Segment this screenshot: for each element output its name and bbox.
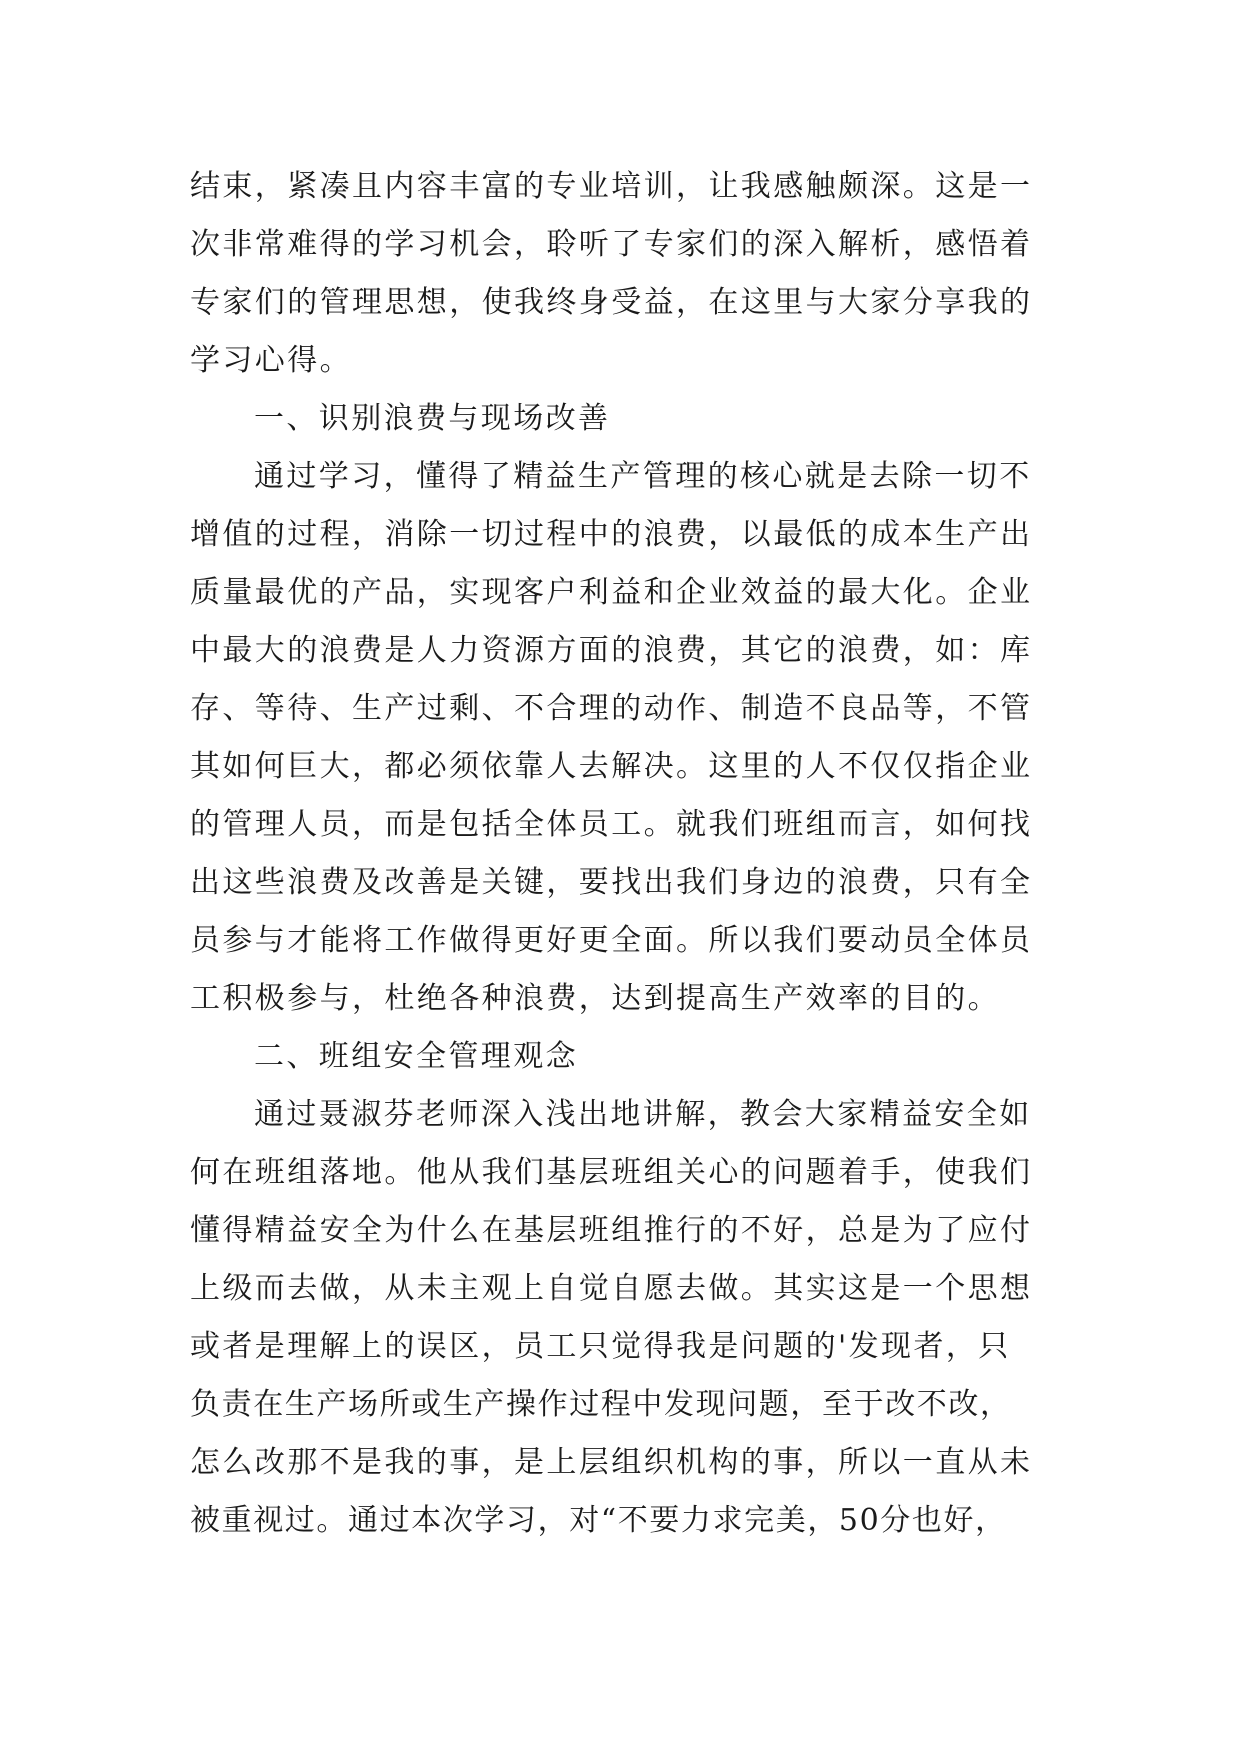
body-line-2: 次非常难得的学习机会，聆听了专家们的深入解析，感悟着 bbox=[190, 227, 1033, 262]
section-heading-2: 二、班组安全管理观念 bbox=[254, 1039, 578, 1074]
body-line-15: 工积极参与，杜绝各种浪费，达到提高生产效率的目的。 bbox=[190, 981, 1000, 1016]
body-line-20: 上级而去做，从未主观上自觉自愿去做。其实这是一个思想 bbox=[190, 1271, 1033, 1306]
body-line-14: 员参与才能将工作做得更好更全面。所以我们要动员全体员 bbox=[190, 923, 1033, 958]
body-line-17: 通过聂淑芬老师深入浅出地讲解，教会大家精益安全如 bbox=[254, 1097, 1032, 1132]
body-line-22: 负责在生产场所或生产操作过程中发现问题，至于改不改， bbox=[190, 1387, 1012, 1422]
body-line-13: 出这些浪费及改善是关键，要找出我们身边的浪费，只有全 bbox=[190, 865, 1033, 900]
body-line-7: 增值的过程，消除一切过程中的浪费，以最低的成本生产出 bbox=[190, 517, 1033, 552]
body-line-24: 被重视过。通过本次学习，对“不要力求完美，50分也好， bbox=[190, 1503, 1007, 1538]
body-line-12: 的管理人员，而是包括全体员工。就我们班组而言，如何找 bbox=[190, 807, 1033, 842]
body-line-10: 存、等待、生产过剩、不合理的动作、制造不良品等，不管 bbox=[190, 691, 1033, 726]
body-line-19: 懂得精益安全为什么在基层班组推行的不好，总是为了应付 bbox=[190, 1213, 1033, 1248]
body-line-8: 质量最优的产品，实现客户利益和企业效益的最大化。企业 bbox=[190, 575, 1033, 610]
document-body bbox=[190, 158, 1050, 1550]
body-line-9: 中最大的浪费是人力资源方面的浪费，其它的浪费，如：库 bbox=[190, 633, 1033, 668]
body-line-21: 或者是理解上的误区，员工只觉得我是问题的'发现者，只 bbox=[190, 1329, 1011, 1364]
body-line-18: 何在班组落地。他从我们基层班组关心的问题着手，使我们 bbox=[190, 1155, 1033, 1190]
body-line-11: 其如何巨大，都必须依靠人去解决。这里的人不仅仅指企业 bbox=[190, 749, 1033, 784]
body-line-23: 怎么改那不是我的事，是上层组织机构的事，所以一直从未 bbox=[190, 1445, 1033, 1480]
body-line-4: 学习心得。 bbox=[190, 343, 352, 378]
body-line-3: 专家们的管理思想，使我终身受益，在这里与大家分享我的 bbox=[190, 285, 1033, 320]
section-heading-1: 一、识别浪费与现场改善 bbox=[254, 401, 611, 436]
body-line-6: 通过学习，懂得了精益生产管理的核心就是去除一切不 bbox=[254, 459, 1032, 494]
body-line-1: 结束，紧凑且内容丰富的专业培训，让我感触颇深。这是一 bbox=[190, 169, 1033, 204]
